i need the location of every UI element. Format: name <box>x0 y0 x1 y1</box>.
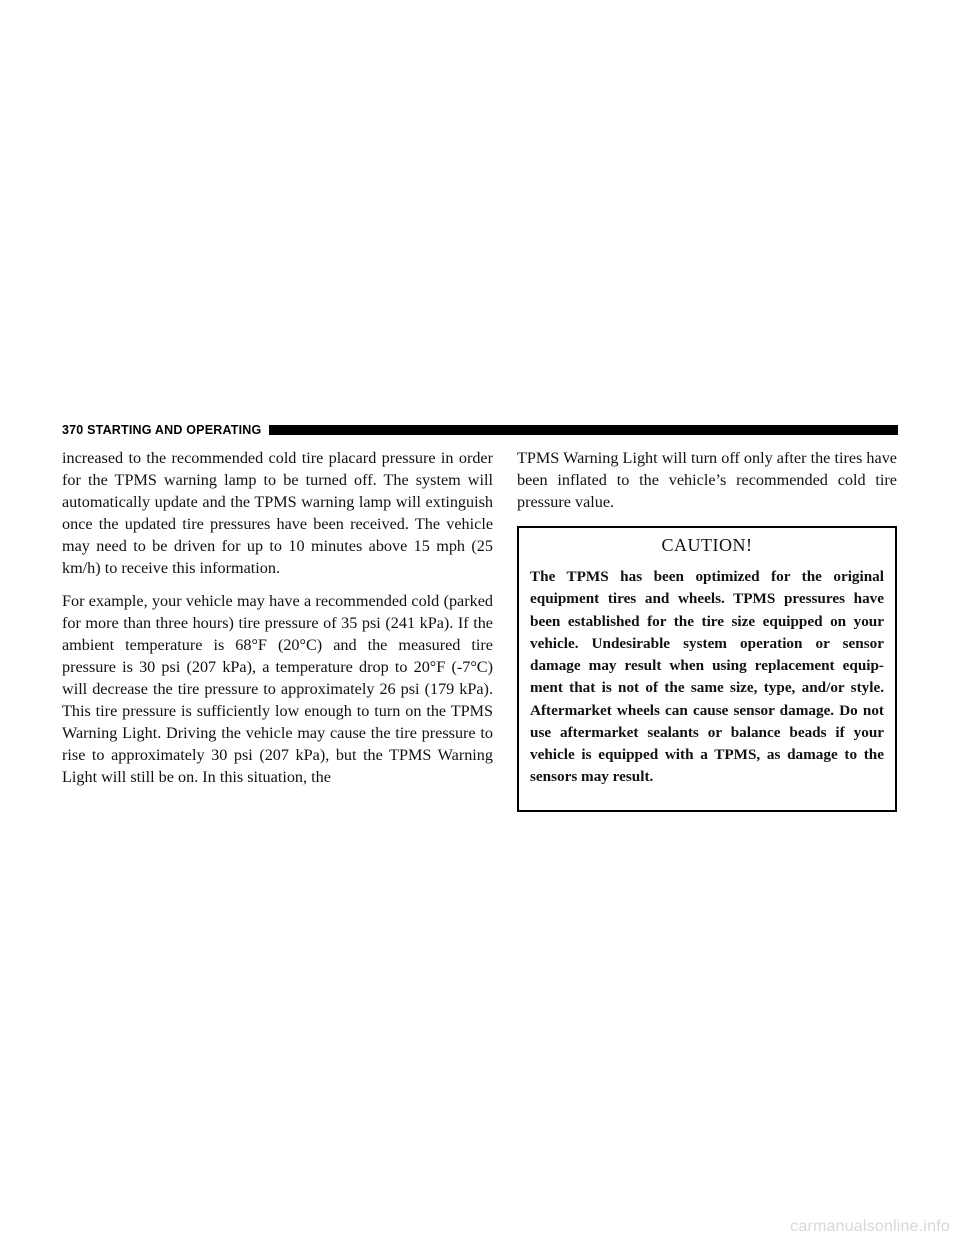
paragraph-tpms-update: increased to the recommended cold tire placard pressure in order for the TPMS warning lamp to be turned off. The system will automatically update and the TPMS warning lamp will extinguish once the updated tire pressures have been received. The vehicle may need to be driven for up to 10 minutes above 15 mph (25 km/h) to receive this information. <box>62 449 493 578</box>
caution-body: The TPMS has been optimized for the original equipment tires and wheels. TPMS pressures have been established for the tire size equipped on your vehicle. Undesirable system operation or sensor damage may result when using replacement equip- ment that is not of the same size, type, and/or style. Aftermarket wheels can cause sensor damage. Do not use aftermarket sealants or balance beads if your vehicle is equipped with a TPMS, as damage to the sensors may result. <box>530 568 884 786</box>
paragraph-example: For example, your vehicle may have a recommended cold (parked for more than three hours) tire pressure of 35 psi (241 kPa). If the ambient temperature is 68°F (20°C) and the measured tire pressure is 30 psi (207 kPa), a temperature drop to 20°F (-7°C) will decrease the tire pressure to approximately 26 psi (179 kPa). This tire pressure is sufficiently low enough to turn on the TPMS Warning Light. Driving the vehicle may cause the tire pressure to rise to approximately 30 psi (207 kPa), but the TPMS Warning Light will still be on. In this situation, the <box>62 591 493 787</box>
left-column <box>62 447 493 798</box>
header-rule <box>269 425 898 435</box>
page-header-label: 370 STARTING AND OPERATING <box>62 423 262 437</box>
caution-box <box>517 526 897 812</box>
page-header <box>62 421 898 439</box>
right-column <box>517 447 897 812</box>
watermark: carmanualsonline.info <box>790 1218 950 1235</box>
paragraph-warning-light: TPMS Warning Light will turn off only after the tires have been inflated to the vehicle’s recommended cold tire pressure value. <box>517 449 897 512</box>
caution-title: CAUTION! <box>661 535 753 556</box>
